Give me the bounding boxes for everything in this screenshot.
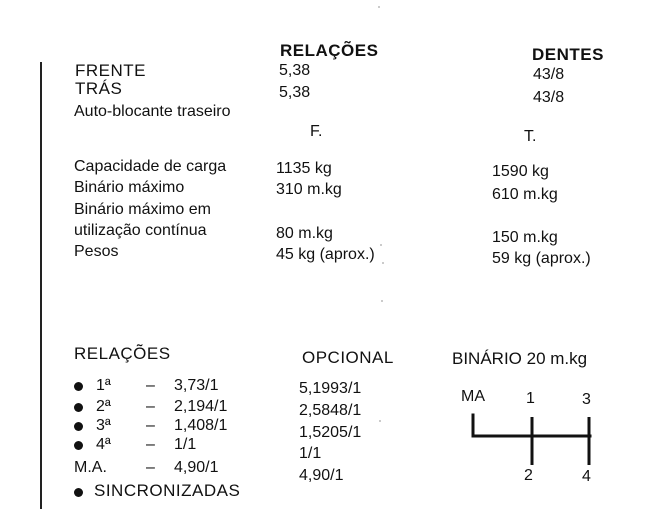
spec-label: Binário máximo [74, 179, 185, 196]
dentes-header: DENTES [532, 45, 604, 64]
gear-name: 4ª [96, 436, 111, 453]
shift-label-1: 1 [526, 390, 535, 407]
shift-label-4: 4 [582, 468, 591, 485]
margin-line [40, 62, 42, 509]
gear-optional: 2,5848/1 [299, 402, 362, 419]
row-frente-teeth: 43/8 [533, 66, 565, 83]
spec-rear: 610 m.kg [492, 186, 558, 203]
gear-name: 2ª [96, 398, 111, 415]
bullet-icon [74, 382, 83, 391]
gear-name: 1ª [96, 377, 111, 394]
gear-ratio: 3,73/1 [174, 377, 219, 394]
row-tras-label: TRÁS [75, 79, 123, 98]
row-tras-ratio: 5,38 [279, 84, 311, 101]
gear-optional: 5,1993/1 [299, 380, 362, 397]
shift-label-2: 2 [524, 467, 533, 484]
auto-blocante-label: Auto-blocante traseiro [74, 103, 231, 120]
bullet-icon [74, 403, 83, 412]
spec-front: 45 kg (aprox.) [276, 246, 375, 263]
col-front-label: F. [310, 123, 323, 140]
spec-rear: 59 kg (aprox.) [492, 250, 591, 267]
spec-label: Pesos [74, 243, 119, 260]
gear-dash: – [146, 417, 155, 434]
spec-rear: 150 m.kg [492, 229, 558, 246]
scan-speck [380, 244, 382, 246]
scan-speck [382, 262, 384, 264]
gear-dash: – [146, 436, 155, 453]
col-rear-label: T. [524, 128, 537, 145]
gear-ratio: 1/1 [174, 436, 197, 453]
shift-label-3: 3 [582, 391, 591, 408]
gear-dash: – [146, 459, 155, 476]
gear-optional: 4,90/1 [299, 467, 344, 484]
optional-title: OPCIONAL [302, 348, 394, 367]
gear-name: 3ª [96, 417, 111, 434]
row-frente-ratio: 5,38 [279, 62, 311, 79]
gear-optional: 1,5205/1 [299, 424, 362, 441]
spec-label: Capacidade de carga [74, 158, 227, 175]
gear-ratio: 1,408/1 [174, 417, 228, 434]
bullet-icon [74, 422, 83, 431]
scan-speck [378, 6, 380, 8]
spec-label: utilização contínua [74, 222, 207, 239]
shift-label-ma: MA [461, 388, 485, 405]
spec-label: Binário máximo em [74, 201, 211, 218]
scan-speck [379, 420, 381, 422]
spec-rear: 1590 kg [492, 163, 549, 180]
binario-title: BINÁRIO 20 m.kg [452, 349, 588, 368]
gear-dash: – [146, 398, 155, 415]
relacoes-header: RELAÇÕES [280, 41, 379, 60]
spec-front: 310 m.kg [276, 181, 342, 198]
row-tras-teeth: 43/8 [533, 89, 565, 106]
sync-label: SINCRONIZADAS [94, 481, 241, 500]
bullet-icon [74, 488, 83, 497]
gear-optional: 1/1 [299, 445, 322, 462]
gear-ratio: 2,194/1 [174, 398, 228, 415]
gear-dash: – [146, 377, 155, 394]
scan-speck [381, 300, 383, 302]
spec-front: 80 m.kg [276, 225, 333, 242]
bullet-icon [74, 441, 83, 450]
gear-title: RELAÇÕES [74, 344, 171, 363]
shift-pattern-diagram [460, 405, 600, 467]
gear-ratio: 4,90/1 [174, 459, 219, 476]
gear-name: M.A. [74, 459, 107, 476]
spec-front: 1135 kg [276, 160, 332, 177]
row-frente-label: FRENTE [75, 61, 146, 80]
